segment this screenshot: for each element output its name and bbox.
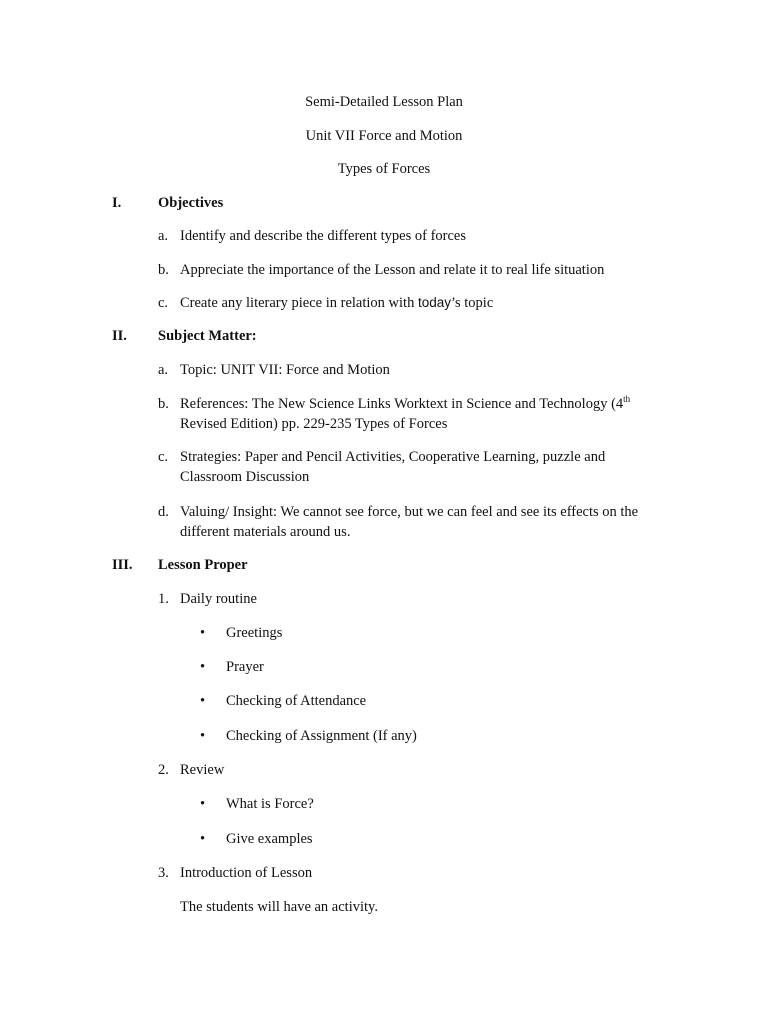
lesson-step: [158, 589, 678, 609]
bullet-item: [200, 727, 417, 745]
step-marker: 1.: [158, 591, 169, 607]
item-marker: d.: [158, 504, 169, 520]
bullet-text: What is Force?: [226, 796, 314, 812]
item-text-today: today: [417, 295, 451, 310]
bullet-item: [200, 692, 366, 710]
bullet-dot: •: [200, 728, 206, 744]
step-text: Daily routine: [180, 591, 257, 607]
bullet-dot: •: [200, 625, 206, 641]
subject-item: [158, 360, 678, 380]
item-superscript: th: [623, 394, 631, 405]
bullet-dot: •: [200, 693, 206, 709]
unit-title: Unit VII Force and Motion: [305, 128, 463, 144]
subject-item: [158, 502, 678, 542]
step-marker: 3.: [158, 865, 169, 881]
bullet-dot: •: [200, 796, 206, 812]
objective-item: [158, 260, 678, 280]
bullet-text: Checking of Attendance: [226, 693, 367, 709]
item-text-end: Revised Edition) pp. 229-235 Types of Forces: [180, 416, 448, 432]
bullet-item: [200, 624, 282, 642]
step-note: The students will have an activity.: [180, 899, 378, 915]
item-marker: c.: [158, 295, 169, 311]
item-text-start: Create any literary piece in relation with: [180, 295, 418, 311]
item-text: Topic: UNIT VII: Force and Motion: [180, 362, 390, 378]
bullet-text: Give examples: [226, 831, 313, 847]
bullet-item: [200, 830, 313, 848]
step-marker: 2.: [158, 762, 169, 778]
item-text: Valuing/ Insight: We cannot see force, but we can feel and see its effects on the different materials around us.: [180, 504, 639, 540]
lesson-step: [158, 760, 678, 780]
subject-item: [158, 394, 678, 434]
item-marker: b.: [158, 262, 169, 278]
item-text: [180, 293, 678, 313]
item-marker: a.: [158, 228, 169, 244]
item-text: Identify and describe the different types of forces: [180, 228, 466, 244]
section-numeral: III.: [112, 557, 133, 573]
objective-item: [158, 226, 678, 246]
item-marker: c.: [158, 449, 169, 465]
bullet-dot: •: [200, 831, 206, 847]
bullet-item: [200, 658, 264, 676]
item-marker: a.: [158, 362, 169, 378]
section-heading-subject-matter: Subject Matter:: [158, 328, 257, 344]
bullet-dot: •: [200, 659, 206, 675]
step-text: Introduction of Lesson: [180, 865, 313, 881]
topic-title: Types of Forces: [337, 161, 431, 177]
subject-item: [158, 447, 678, 487]
bullet-text: Checking of Assignment (If any): [226, 728, 417, 744]
step-text: Review: [180, 762, 225, 778]
item-marker: b.: [158, 396, 169, 412]
item-text-end: ’s topic: [450, 295, 494, 311]
bullet-text: Greetings: [226, 625, 283, 641]
section-numeral: I.: [112, 195, 122, 211]
item-text-start: References: The New Science Links Worktext in Science and Technology (4: [180, 396, 624, 412]
document-title: Semi-Detailed Lesson Plan: [305, 94, 463, 110]
item-text: Strategies: Paper and Pencil Activities, Cooperative Learning, puzzle and Classroom Discussion: [180, 449, 606, 485]
section-heading-lesson-proper: Lesson Proper: [158, 557, 248, 573]
section-numeral: II.: [112, 328, 127, 344]
item-text: Appreciate the importance of the Lesson and relate it to real life situation: [180, 262, 605, 278]
bullet-text: Prayer: [226, 659, 264, 675]
section-heading-objectives: Objectives: [158, 195, 224, 211]
lesson-step: [158, 863, 678, 883]
item-text: [180, 394, 678, 434]
objective-item: [158, 293, 678, 313]
bullet-item: [200, 795, 314, 813]
